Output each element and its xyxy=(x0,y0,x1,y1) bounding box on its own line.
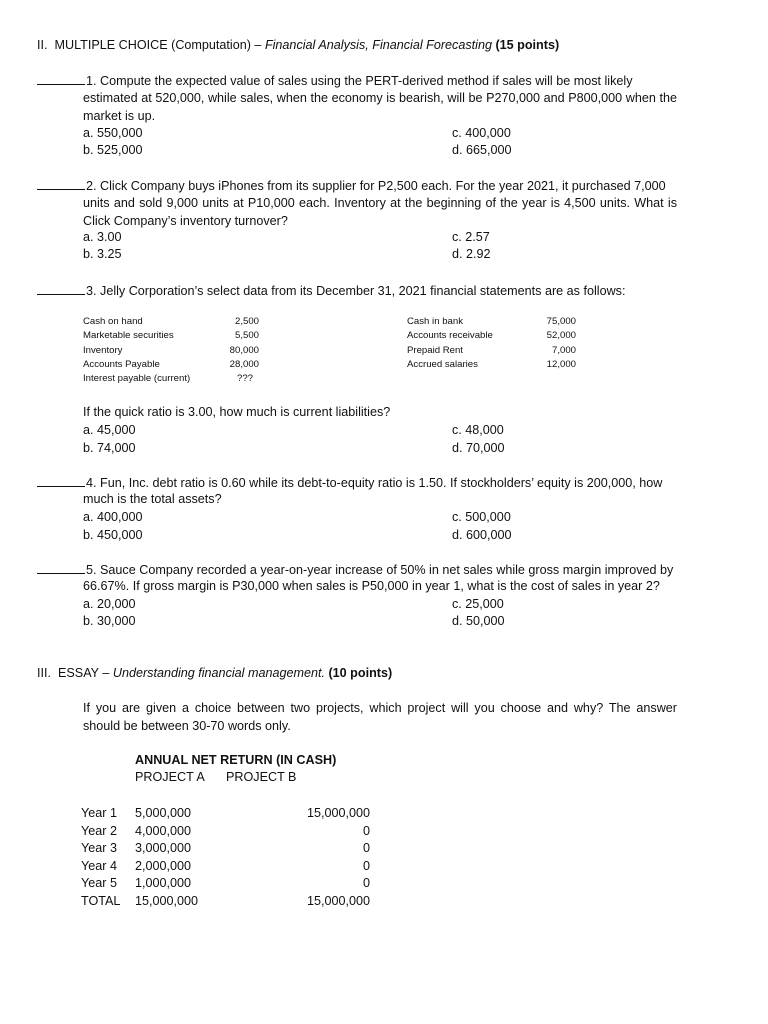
question-4-first-line xyxy=(37,474,662,493)
fin-left-value: 5,500 xyxy=(234,330,259,342)
question-4-number: 4. xyxy=(86,476,97,490)
question-1-choice-a: a. 550,000 xyxy=(83,126,143,140)
fin-right-value: 52,000 xyxy=(546,330,576,342)
question-1-choice-b: b. 525,000 xyxy=(83,143,143,157)
question-3-choice-a: a. 45,000 xyxy=(83,423,136,437)
fin-right-label: Accrued salaries xyxy=(407,358,478,370)
answer-blank-2[interactable] xyxy=(37,177,85,190)
row-year: Year 4 xyxy=(81,858,117,873)
fin-right-row xyxy=(407,344,576,358)
question-2-choice-d: d. 2.92 xyxy=(452,247,491,261)
fin-left-label: Accounts Payable xyxy=(83,358,160,370)
question-5-number: 5. xyxy=(86,563,97,577)
section-2-points: (15 points) xyxy=(495,38,560,52)
answer-blank-5[interactable] xyxy=(37,561,85,574)
answer-blank-1[interactable] xyxy=(37,72,85,85)
answer-blank-4[interactable] xyxy=(37,474,85,487)
question-2-text: units and sold 9,000 units at P10,000 each. Inventory at the beginning of the year is 4,500 units. What is Click Company’s inventory turnover? xyxy=(83,196,677,228)
col-header-project-b: PROJECT B xyxy=(226,770,297,784)
section-3-header xyxy=(37,665,392,683)
returns-table-row xyxy=(81,858,370,876)
question-2-choice-c: c. 2.57 xyxy=(452,230,490,244)
question-2-first-line xyxy=(37,177,666,196)
fin-left-label: Cash on hand xyxy=(83,316,143,327)
question-3-choice-b: b. 74,000 xyxy=(83,441,136,455)
question-2-line1: Click Company buys iPhones from its supplier for P2,500 each. For the year 2021, it purchased 7,000 xyxy=(100,179,666,193)
fin-right-row xyxy=(407,329,576,343)
financial-data-right xyxy=(407,315,576,372)
question-4-line1: Fun, Inc. debt ratio is 0.60 while its debt-to-equity ratio is 1.50. If stockholders’ equity is 200,000, how xyxy=(100,476,663,490)
fin-left-value: 2,500 xyxy=(234,316,259,327)
row-project-b: 15,000,000 xyxy=(306,806,370,820)
fin-left-value: 80,000 xyxy=(229,344,259,356)
essay-prompt-line-1: If you are given a choice between two projects, which project will you choose and why? The answer xyxy=(83,701,677,715)
question-1-choice-d: d. 665,000 xyxy=(452,143,512,157)
section-2-number: II. xyxy=(37,38,48,52)
question-4-choice-d: d. 600,000 xyxy=(452,528,512,542)
question-5-text: 66.67%. If gross margin is P30,000 when sales is P50,000 in year 1, what is the cost of sales in year 2? xyxy=(83,579,660,593)
row-project-a: 1,000,000 xyxy=(135,876,192,890)
row-project-a: 2,000,000 xyxy=(135,858,192,873)
fin-right-label: Cash in bank xyxy=(407,316,463,327)
fin-right-row xyxy=(407,315,576,329)
fin-left-row xyxy=(83,315,259,329)
question-3-first-line xyxy=(37,282,625,301)
row-project-a: 5,000,000 xyxy=(135,806,192,820)
section-2-header xyxy=(37,37,559,55)
question-5-line1: Sauce Company recorded a year-on-year increase of 50% in net sales while gross margin improved by xyxy=(100,563,674,577)
question-5-choice-d: d. 50,000 xyxy=(452,614,505,628)
question-3-text: If the quick ratio is 3.00, how much is current liabilities? xyxy=(83,405,391,419)
fin-left-row xyxy=(83,344,259,358)
answer-blank-3[interactable] xyxy=(37,282,85,295)
returns-table-row xyxy=(81,840,370,858)
question-5-first-line xyxy=(37,561,673,580)
row-project-b: 15,000,000 xyxy=(306,893,370,908)
section-2-topic: Financial Analysis, Financial Forecasting xyxy=(264,38,492,52)
question-2-choice-b: b. 3.25 xyxy=(83,247,122,261)
returns-table-row xyxy=(81,823,370,841)
section-3-topic: Understanding financial management. xyxy=(112,666,325,680)
essay-prompt-line-2: should be between 30-70 words only. xyxy=(83,719,291,733)
question-4-choice-b: b. 450,000 xyxy=(83,528,143,542)
question-4-text: much is the total assets? xyxy=(83,492,222,506)
question-5-choice-a: a. 20,000 xyxy=(83,597,136,611)
fin-right-value: 12,000 xyxy=(546,358,576,370)
returns-table-title: ANNUAL NET RETURN (IN CASH) xyxy=(135,753,337,767)
fin-right-label: Prepaid Rent xyxy=(407,344,463,356)
row-year: TOTAL xyxy=(81,893,121,908)
fin-right-value: 7,000 xyxy=(551,344,576,356)
question-1-line1: Compute the expected value of sales using the PERT-derived method if sales will be most likely xyxy=(100,74,633,88)
row-year: Year 5 xyxy=(81,876,117,890)
fin-right-value: 75,000 xyxy=(546,316,576,327)
question-4-choice-a: a. 400,000 xyxy=(83,510,143,524)
fin-right-row xyxy=(407,358,576,372)
question-5-choice-b: b. 30,000 xyxy=(83,614,136,628)
fin-right-label: Accounts receivable xyxy=(407,330,493,342)
row-project-b: 0 xyxy=(362,823,370,838)
fin-left-value: ??? xyxy=(236,373,253,385)
fin-left-row xyxy=(83,372,259,386)
section-3-number: III. xyxy=(37,666,51,680)
question-2-choice-a: a. 3.00 xyxy=(83,230,122,244)
question-5-choice-c: c. 25,000 xyxy=(452,597,504,611)
returns-table-total-row xyxy=(81,893,370,911)
question-2-number: 2. xyxy=(86,179,97,193)
section-2-title: MULTIPLE CHOICE (Computation) – xyxy=(54,38,262,52)
returns-table-row xyxy=(81,875,370,893)
fin-left-label: Inventory xyxy=(83,344,123,356)
fin-left-value: 28,000 xyxy=(229,358,259,370)
row-year: Year 1 xyxy=(81,806,117,820)
fin-left-row xyxy=(83,358,259,372)
question-3-choice-c: c. 48,000 xyxy=(452,423,504,437)
row-project-a: 15,000,000 xyxy=(135,893,199,908)
row-year: Year 2 xyxy=(81,823,117,838)
col-header-project-a: PROJECT A xyxy=(135,770,205,784)
row-year: Year 3 xyxy=(81,841,117,855)
question-4-choice-c: c. 500,000 xyxy=(452,510,511,524)
question-1-first-line xyxy=(37,72,633,91)
question-3-line1: Jelly Corporation’s select data from its December 31, 2021 financial statements are as follows: xyxy=(100,284,626,298)
row-project-b: 0 xyxy=(362,858,370,873)
fin-left-label: Interest payable (current) xyxy=(83,373,191,385)
financial-data-left xyxy=(83,315,259,386)
row-project-a: 4,000,000 xyxy=(135,823,192,838)
returns-table xyxy=(81,805,370,910)
row-project-b: 0 xyxy=(362,876,370,890)
question-1-text: estimated at 520,000, while sales, when the economy is bearish, will be P270,000 and P800,000 when the market is up. xyxy=(83,91,677,123)
question-1-choice-c: c. 400,000 xyxy=(452,126,511,140)
fin-left-row xyxy=(83,329,259,343)
question-1-number: 1. xyxy=(86,74,97,88)
row-project-a: 3,000,000 xyxy=(135,841,192,855)
row-project-b: 0 xyxy=(362,841,370,855)
returns-table-row xyxy=(81,805,370,823)
question-3-number: 3. xyxy=(86,284,97,298)
fin-left-label: Marketable securities xyxy=(83,330,174,342)
question-3-choice-d: d. 70,000 xyxy=(452,441,505,455)
section-3-title: ESSAY – xyxy=(58,666,110,680)
section-3-points: (10 points) xyxy=(328,666,393,680)
